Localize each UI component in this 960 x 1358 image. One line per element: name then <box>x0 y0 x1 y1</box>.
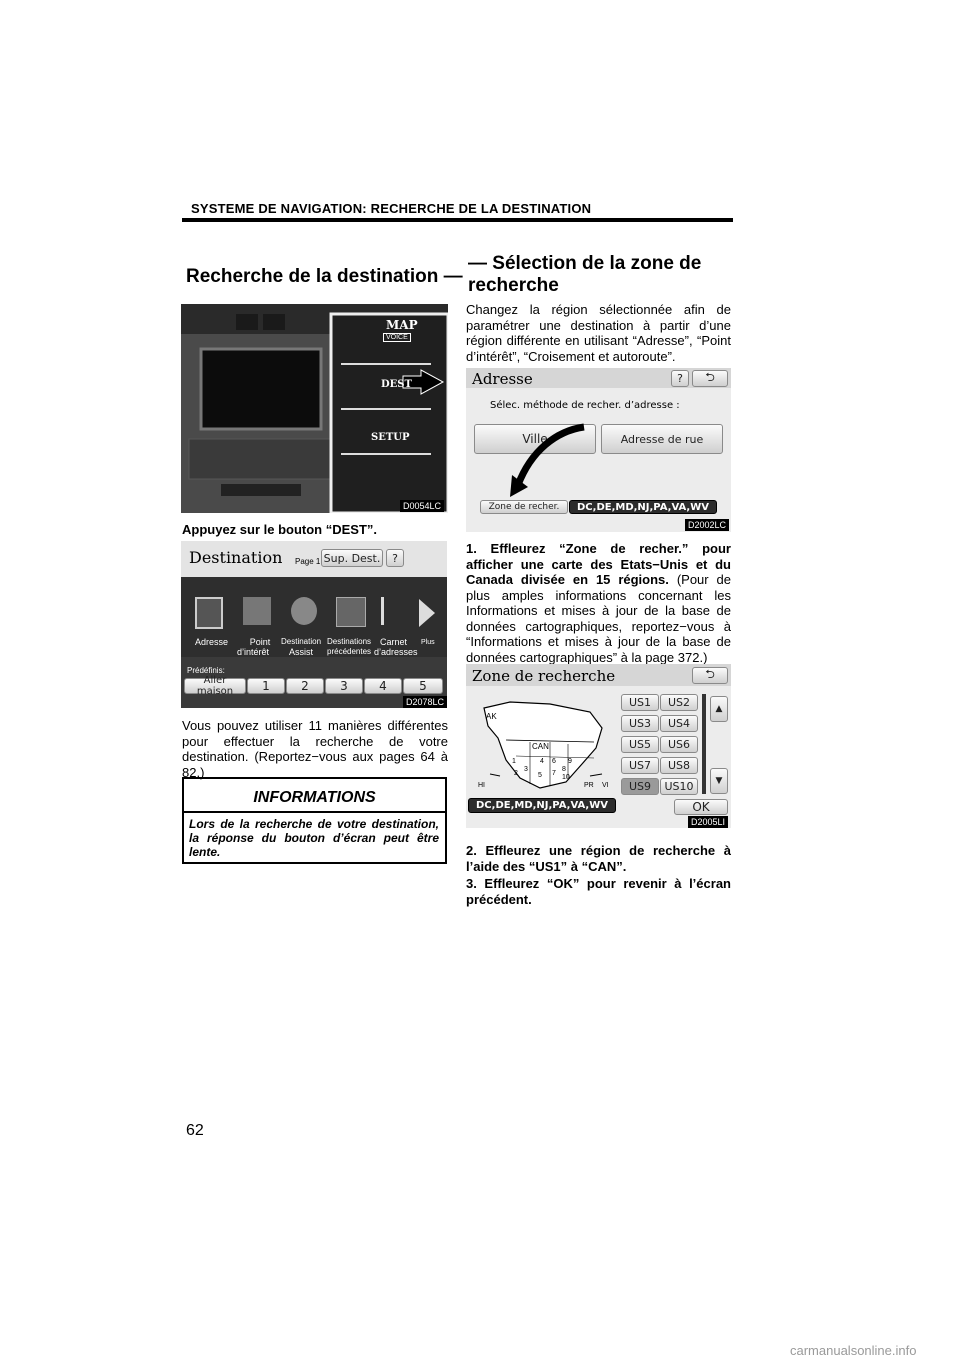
figure-code: D0054LC <box>400 500 444 512</box>
figure-code: D2002LC <box>685 519 729 531</box>
section-title-right: — Sélection de la zone de recherche <box>468 253 702 296</box>
building-icon[interactable] <box>243 597 271 625</box>
figure-code: D2078LC <box>403 696 447 708</box>
step-2: 2. Effleurez une région de recherche à l’aide des “US1” à “CAN”. <box>466 843 731 874</box>
label-plus: Plus <box>421 639 435 646</box>
map-number-6: 6 <box>552 758 556 765</box>
label-carnet: Carnet <box>380 637 408 647</box>
region-us10-button[interactable]: US10 <box>660 778 698 795</box>
label-destination: Destination <box>281 637 322 646</box>
screen-title: Destination <box>189 548 283 567</box>
label-assist: Assist <box>289 647 314 657</box>
scroll-down-button[interactable]: ▼ <box>710 768 728 794</box>
map-number-2: 2 <box>514 770 518 777</box>
back-button[interactable]: ⮌ <box>692 370 728 387</box>
step-1-bold: 1. Effleurez “Zone de recher.” pour afficher une carte des Etats−Unis et du Canada divisée en 15 régions. <box>466 541 731 587</box>
info-title: INFORMATIONS <box>253 789 376 806</box>
help-button[interactable]: ? <box>671 370 689 387</box>
map-number-9: 9 <box>568 758 572 765</box>
map-number-10: 10 <box>562 774 570 781</box>
scroll-up-button[interactable]: ▲ <box>710 696 728 722</box>
sup-dest-button[interactable]: Sup. Dest. <box>321 549 383 567</box>
figure-code: D2005LI <box>688 816 728 828</box>
info-text: Lors de la recherche de votre destination, la réponse du bouton d’écran peut être lente. <box>189 817 439 859</box>
map-label-can: CAN <box>532 742 549 751</box>
map-number-5: 5 <box>538 772 542 779</box>
page-label: Page 1 <box>295 557 321 566</box>
map-label-vi: VI <box>602 782 609 789</box>
label-destinations: Destinations <box>327 637 372 646</box>
dashboard-photo <box>181 304 448 513</box>
setup-button-label: SETUP <box>371 432 410 443</box>
map-label-hi: HI <box>478 782 485 789</box>
header-rule <box>182 218 733 222</box>
back-button[interactable]: ⮌ <box>692 667 728 684</box>
screen-title: Adresse <box>472 370 533 388</box>
destination-screen <box>181 541 447 708</box>
preset-2-button[interactable]: 2 <box>286 678 324 694</box>
map-number-4: 4 <box>540 758 544 765</box>
watermark: carmanualsonline.info <box>790 1343 917 1358</box>
operator-icon[interactable] <box>291 597 317 625</box>
pointer-arrow-icon <box>506 423 586 503</box>
selected-regions: DC,DE,MD,NJ,PA,VA,WV <box>569 500 717 514</box>
predefinis-label: Prédéfinis: <box>187 666 225 675</box>
step-3: 3. Effleurez “OK” pour revenir à l’écran précédent. <box>466 876 731 907</box>
label-precedentes: précédentes <box>327 647 372 656</box>
dest-button-label: DEST <box>381 379 412 390</box>
map-number-7: 7 <box>552 770 556 777</box>
region-us3-button[interactable]: US3 <box>621 715 659 732</box>
aller-maison-button[interactable]: Aller maison <box>184 678 246 694</box>
info-rule <box>184 811 445 813</box>
adresse-screen <box>466 368 731 532</box>
section-title-left: Recherche de la destination — <box>186 266 463 287</box>
region-us4-button[interactable]: US4 <box>660 715 698 732</box>
selected-regions: DC,DE,MD,NJ,PA,VA,WV <box>468 798 616 813</box>
preset-3-button[interactable]: 3 <box>325 678 363 694</box>
map-number-3: 3 <box>524 766 528 773</box>
region-us5-button[interactable]: US5 <box>621 736 659 753</box>
zone-de-recher-button[interactable]: Zone de recher. <box>480 500 568 514</box>
label-adresse: Adresse <box>195 637 229 647</box>
flag-icon[interactable] <box>381 597 406 625</box>
preset-1-button[interactable]: 1 <box>247 678 285 694</box>
method-subtitle: Sélec. méthode de recher. d’adresse : <box>490 400 680 411</box>
screen-title: Zone de recherche <box>472 667 616 685</box>
label-point: Point <box>249 637 271 647</box>
intro-paragraph: Changez la région sélectionnée afin de paramétrer une destination à partir d’une région différente en utilisant “Adresse”, “Point d’intérêt”, “Croisement et autoroute”. <box>466 302 731 364</box>
region-us9-button[interactable]: US9 <box>621 778 659 795</box>
region-us7-button[interactable]: US7 <box>621 757 659 774</box>
map-button-label: MAP <box>386 318 418 332</box>
next-arrow-icon[interactable] <box>419 599 435 627</box>
region-us8-button[interactable]: US8 <box>660 757 698 774</box>
map-number-1: 1 <box>512 758 516 765</box>
region-us2-button[interactable]: US2 <box>660 694 698 711</box>
region-us6-button[interactable]: US6 <box>660 736 698 753</box>
step-1 <box>466 541 731 665</box>
map-label-pr: PR <box>584 782 594 789</box>
scrollbar-track[interactable] <box>702 694 706 794</box>
address-book-icon[interactable] <box>195 597 223 629</box>
help-button[interactable]: ? <box>386 549 404 567</box>
preset-5-button[interactable]: 5 <box>403 678 443 694</box>
methods-paragraph: Vous pouvez utiliser 11 manières différentes pour effectuer la recherche de votre destination. (Reportez−vous aux pages 64 à 82.) <box>182 718 448 780</box>
voice-button-label: VOICE <box>383 333 411 342</box>
region-us1-button[interactable]: US1 <box>621 694 659 711</box>
map-history-icon[interactable] <box>336 597 366 627</box>
adresse-de-rue-button[interactable]: Adresse de rue <box>601 424 723 454</box>
map-number-8: 8 <box>562 766 566 773</box>
step-1-note: (Pour de plus amples informations concernant les Informations et mises à jour de la base de données cartographiques, reportez−vous à “Informations et mises à jour de la base de données cartographiques” à la page 372.) <box>466 572 731 665</box>
preset-4-button[interactable]: 4 <box>364 678 402 694</box>
zone-screen <box>466 664 731 828</box>
label-interet: d’intérêt <box>237 647 270 657</box>
label-adresses: d’adresses <box>374 647 418 657</box>
running-header: SYSTEME DE NAVIGATION: RECHERCHE DE LA DESTINATION <box>191 201 592 216</box>
ville-button[interactable]: Ville <box>474 424 596 454</box>
map-label-ak: AK <box>486 712 497 721</box>
page-number: 62 <box>186 1122 204 1139</box>
photo-caption: Appuyez sur le bouton “DEST”. <box>182 522 378 537</box>
info-box <box>182 777 447 864</box>
ok-button[interactable]: OK <box>674 799 728 815</box>
